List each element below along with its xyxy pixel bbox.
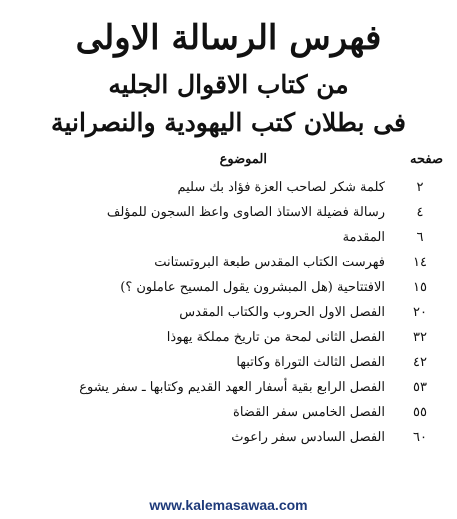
entry-title: المقدمة bbox=[342, 230, 385, 245]
entry-page-number: ٥٣ bbox=[413, 380, 427, 395]
list-item bbox=[0, 175, 457, 200]
list-item bbox=[0, 400, 457, 425]
list-item bbox=[0, 425, 457, 450]
website-url: www.kalemasawaa.com bbox=[149, 497, 308, 513]
entry-page-number: ٦٠ bbox=[413, 430, 427, 445]
entry-page-number: ٤٢ bbox=[413, 355, 427, 370]
list-item bbox=[0, 300, 457, 325]
list-item bbox=[0, 275, 457, 300]
entry-title: الافتتاحية (هل المبشرون يقول المسيح عاملون ؟) bbox=[120, 280, 385, 295]
entry-title: فهرست الكتاب المقدس طبعة البروتستانت bbox=[154, 255, 385, 270]
entry-page-number: ٢٠ bbox=[413, 305, 427, 320]
list-item bbox=[0, 350, 457, 375]
list-item bbox=[0, 325, 457, 350]
entry-page-number: ٦ bbox=[416, 230, 424, 245]
contents-list bbox=[0, 175, 457, 450]
entry-title: الفصل الرابع بقية أسفار العهد القديم وكتابها ـ سفر يشوع bbox=[79, 380, 385, 395]
list-item bbox=[0, 250, 457, 275]
entry-title: رسالة فضيلة الاستاذ الصاوى واعظ السجون للمؤلف bbox=[106, 205, 385, 220]
entry-title: الفصل السادس سفر راعوث bbox=[231, 430, 385, 445]
list-item bbox=[0, 375, 457, 400]
column-header-topic: الموضوع bbox=[219, 152, 267, 167]
list-item bbox=[0, 225, 457, 250]
document-title: فهرس الرسالة الاولى bbox=[75, 18, 382, 58]
entry-page-number: ١٥ bbox=[413, 280, 427, 295]
document-subtitle-2: فى بطلان كتب اليهودية والنصرانية bbox=[51, 108, 406, 137]
entry-title: الفصل الاول الحروب والكتاب المقدس bbox=[179, 305, 385, 320]
entry-page-number: ١٤ bbox=[413, 255, 427, 270]
entry-title: كلمة شكر لصاحب العزة فؤاد بك سليم bbox=[177, 180, 385, 195]
entry-title: الفصل الثانى لمحة من تاريخ مملكة يهوذا bbox=[166, 330, 385, 345]
list-item bbox=[0, 200, 457, 225]
entry-title: الفصل الثالث التوراة وكاتبها bbox=[236, 355, 385, 370]
entry-title: الفصل الخامس سفر القضاة bbox=[233, 405, 385, 420]
entry-page-number: ٣٢ bbox=[413, 330, 427, 345]
entry-page-number: ٤ bbox=[416, 205, 424, 220]
column-header-page: صفحه bbox=[410, 152, 443, 167]
entry-page-number: ٥٥ bbox=[413, 405, 427, 420]
document-subtitle: من كتاب الاقوال الجليه bbox=[108, 70, 349, 99]
entry-page-number: ٢ bbox=[416, 180, 424, 195]
